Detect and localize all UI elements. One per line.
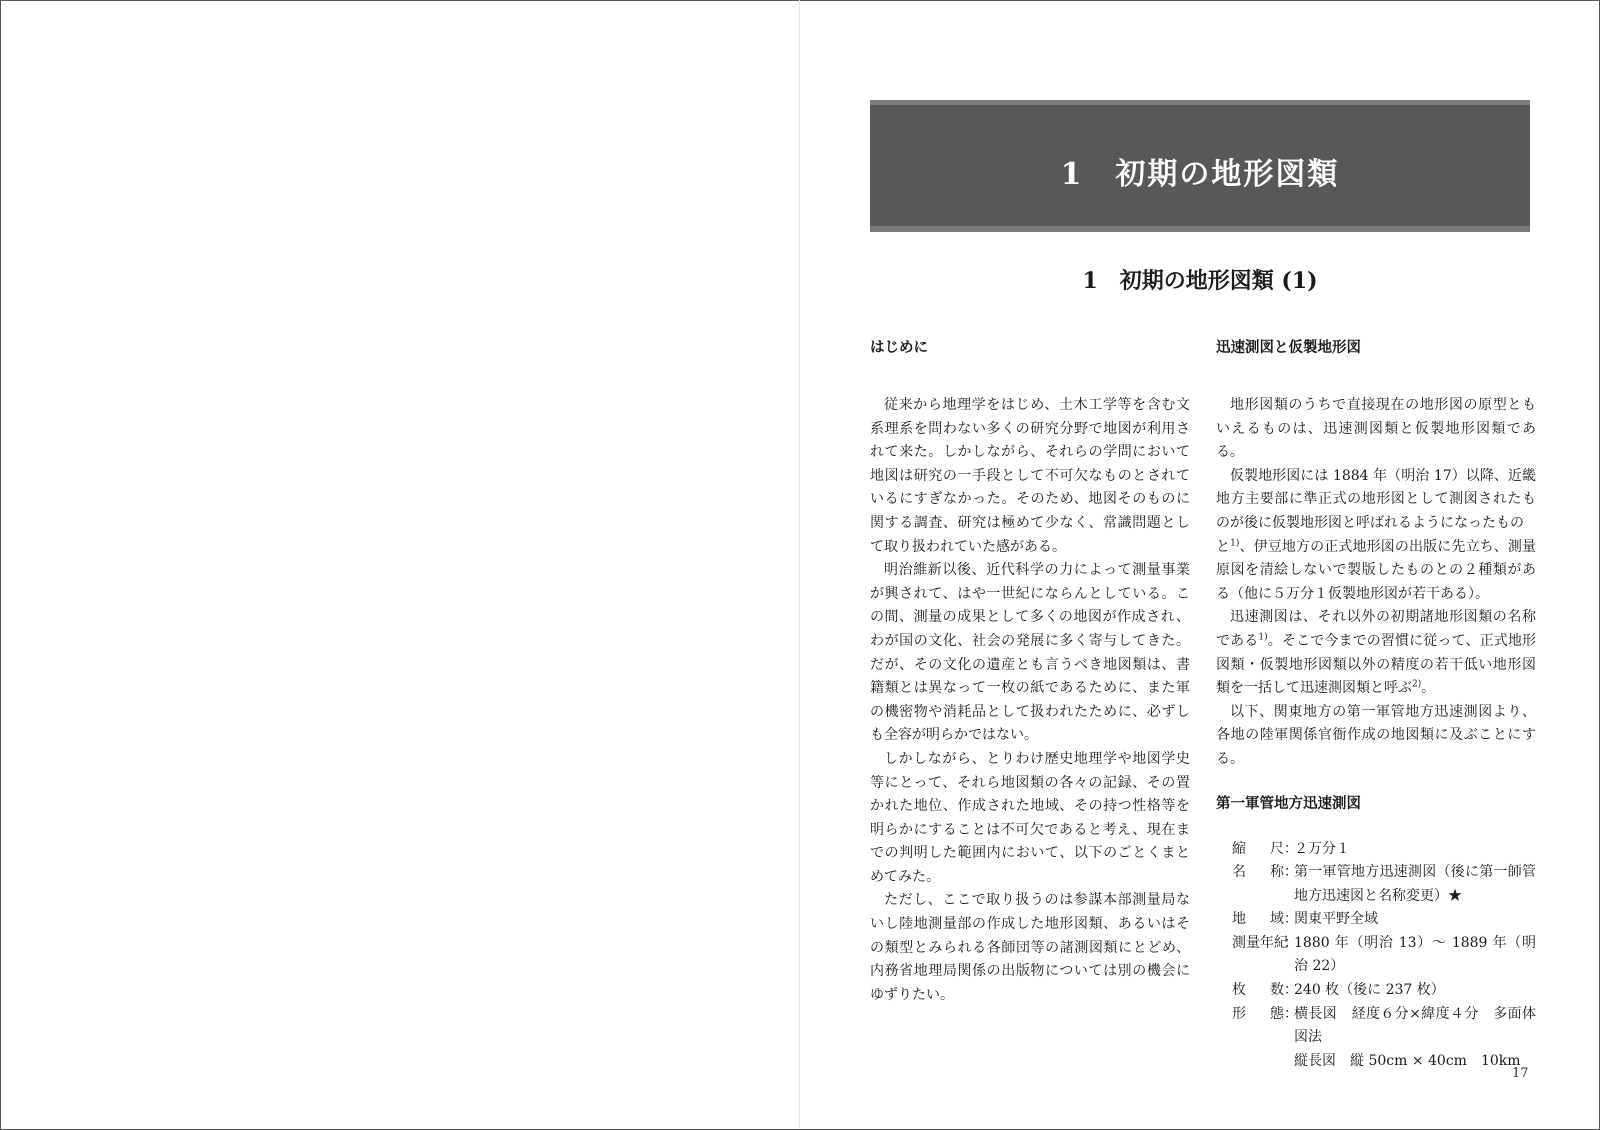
body-paragraph: 仮製地形図には 1884 年（明治 17）以降、近畿地方主要部に準正式の地形図として測図されたものが後に仮製地形図と呼ばれるようになったもの と$^{1)}$、伊豆地方の正式地形図の出版に先立ち、測量原図を清絵しないで製版したものとの２種類がある（他に５万分１仮製地形図が若干ある）。 xyxy=(1216,467,1536,602)
body-paragraph: 以下、関東地方の第一軍管地方迅速測図より、各地の陸軍関係官衙作成の地図類に及ぶことにする。 xyxy=(1216,703,1536,767)
spec-row: 形態 ： 横長図 経度６分×緯度４分 多面体図法 縦長図 縦 50cm × 40cm 10km xyxy=(1216,1003,1536,1074)
spec-label: 形態 xyxy=(1232,1005,1284,1022)
spec-value: 第一軍管地方迅速測図（後に第一師管地方迅速図と名称変更）★ xyxy=(1294,864,1536,904)
footnote-ref: 2) xyxy=(1412,679,1422,690)
spec-label: 枚数 xyxy=(1232,982,1284,999)
intro-paragraph: 従来から地理学をはじめ、土木工学等を含む文系理系を問わない多くの研究分野で地図が利用されて来た。しかしながら、それらの学問において地図は研究の一手段として不可欠なものとされているにすぎなかった。そのため、地図そのものに関する調査、研究は極めて少なく、常識問題として取り扱われていた感がある。 xyxy=(870,397,1190,555)
body-paragraph: 地形図類のうちで直接現在の地形図の原型ともいえるものは、迅速測図類と仮製地形図類である。 xyxy=(1216,397,1536,461)
chapter-title: 1 初期の地形図類 xyxy=(1060,157,1340,192)
spec-row: 測量年紀 ： 1880 年（明治 13）〜 1889 年（明治 22） xyxy=(1216,932,1536,979)
body-paragraph: 迅速測図は、それ以外の初期諸地形図類の名称である$^{1)}$。そこで今までの習慣に従って、正式地形図類・仮製地形図類以外の精度の若干低い地形図類を一括して迅速測図類と呼ぶ$^{2)}$。 xyxy=(1216,609,1536,697)
footnote-ref: 1) xyxy=(1230,537,1240,548)
spec-value: ２万分１ xyxy=(1294,840,1350,857)
spec-row: 枚数 ： 240 枚（後に 237 枚） xyxy=(1216,979,1536,1003)
section-heading-first-district: 第一軍管地方迅速測図 xyxy=(1216,794,1361,812)
spec-extra: 縦長図 縦 50cm × 40cm 10km xyxy=(1294,1052,1521,1069)
left-column xyxy=(870,338,1190,1007)
spec-value: 横長図 経度６分×緯度４分 多面体図法 縦長図 縦 50cm × 40cm 10km xyxy=(1294,1005,1536,1069)
spec-row: 縮尺 ： ２万分１ xyxy=(1216,838,1536,862)
page-number: 17 xyxy=(1512,1066,1529,1081)
spec-value: 関東平野全域 xyxy=(1294,911,1378,928)
spec-row: 名称 ： 第一軍管地方迅速測図（後に第一師管地方迅速図と名称変更）★ xyxy=(1216,861,1536,908)
spec-label: 測量年紀 xyxy=(1232,934,1288,951)
spec-label: 地域 xyxy=(1232,911,1284,928)
page-gutter xyxy=(799,0,800,1128)
spec-value: 240 枚（後に 237 枚） xyxy=(1294,982,1445,999)
spec-label: 名称 xyxy=(1232,864,1284,881)
section-heading-survey: 迅速測図と仮製地形図 xyxy=(1216,339,1361,356)
intro-paragraph: 明治維新以後、近代科学の力によって測量事業が興されて、はや一世紀にならんとしている。この間、測量の成果として多くの地図が作成され、わが国の文化、社会の発展に多く寄与してきた。だが、その文化の遺産とも言うべき地図類は、書籍類とは異なって一枚の紙であるために、また軍の機密物や消耗品として扱われたために、必ずしも全容が明らかではない。 xyxy=(870,562,1190,744)
spec-label: 縮尺 xyxy=(1232,840,1284,857)
intro-paragraph: ただし、ここで取り扱うのは参謀本部測量局ないし陸地測量部の作成した地形図類、あるいはその類型とみられる各師団等の諸測図類にとどめ、内務省地理局関係の出版物については別の機会にゆずりたい。 xyxy=(870,892,1190,1003)
spec-list xyxy=(1216,838,1536,1074)
right-column xyxy=(1216,338,1536,1073)
intro-heading: はじめに xyxy=(870,339,928,356)
intro-paragraph: しかしながら、とりわけ歴史地理学や地図学史等にとって、それら地図類の各々の記録、その置かれた地位、作成された地域、その持つ性格等を明らかにすることは不可欠であると考え、現在までの判明した範囲内において、以下のごとくまとめてみた。 xyxy=(870,750,1190,885)
spec-value: 1880 年（明治 13）〜 1889 年（明治 22） xyxy=(1294,934,1536,975)
spec-row: 地域 ： 関東平野全域 xyxy=(1216,908,1536,932)
section-title: 1 初期の地形図類 (1) xyxy=(1082,268,1318,294)
chapter-banner xyxy=(870,100,1530,232)
footnote-ref: 1) xyxy=(1258,632,1268,643)
